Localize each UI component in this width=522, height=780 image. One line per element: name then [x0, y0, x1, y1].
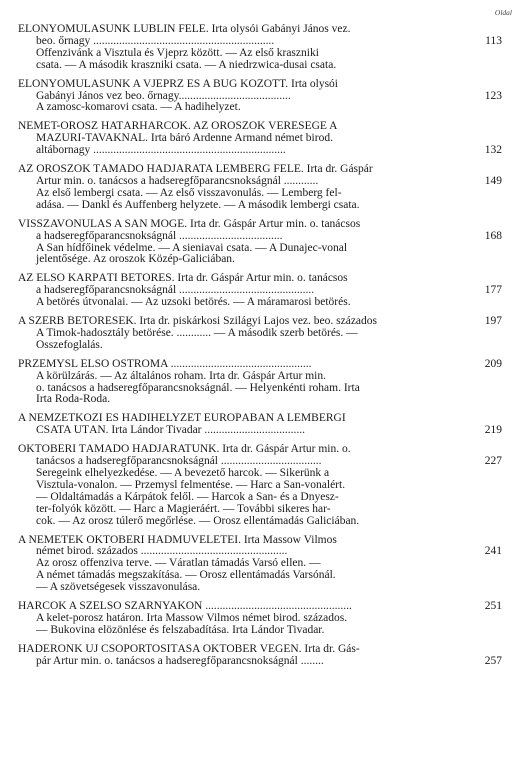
toc-line-text: HADERŐNK ÚJ CSOPORTOSÍTÁSA OKTÓBER VÉGÉN. Írta dr. Gás- [18, 643, 360, 655]
toc-line-text: OKTÓBERI TÁMADÓ HADJÁRATUNK. Írta dr. Gáspár Artur min. o. [18, 444, 351, 456]
toc-page-number: 177 [484, 285, 502, 297]
toc-line [18, 613, 502, 625]
toc-line [18, 79, 502, 91]
toc-line [18, 316, 502, 328]
toc-entry [18, 24, 502, 72]
toc-entry [18, 413, 502, 437]
toc-line-text: CSATA UTÁN. Írta Lándor Tivadar ................................... [36, 425, 305, 437]
toc-page-number: 209 [484, 358, 502, 370]
toc-line [18, 48, 502, 60]
toc-line [18, 413, 502, 425]
toc-page-number: 113 [485, 35, 502, 47]
toc-line [18, 36, 502, 48]
toc-line [18, 504, 502, 516]
toc-line [18, 394, 502, 406]
toc-line-text: A német támadás megszakítása. — Orosz ellentámadás Varsónál. [36, 570, 336, 582]
toc-line-text: pár Artur min. o. tanácsos a hadseregfőparancsnokságnál ........ [36, 655, 324, 667]
toc-page-number: 123 [484, 90, 502, 102]
toc-line-text: Visztula-vonalon. — Przemysl felmentése. — Harc a San-vonalért. [36, 479, 346, 491]
toc-line [18, 582, 502, 594]
toc-entry [18, 601, 502, 637]
toc-line-text: jelentősége. Az oroszok Közép-Galiciában. [36, 254, 235, 266]
toc-line [18, 516, 502, 528]
toc-entry [18, 316, 502, 352]
toc-line-text: a hadseregfőparancsnokságnál .................................... [36, 230, 283, 242]
toc-line [18, 480, 502, 492]
toc-line-text: A Timok-hadosztály betörése. ............ — A második szerb betörés. — [36, 327, 358, 339]
toc-line [18, 456, 502, 468]
toc-line [18, 231, 502, 243]
toc-line [18, 492, 502, 504]
toc-line [18, 164, 502, 176]
toc-line [18, 601, 502, 613]
toc-entry [18, 164, 502, 212]
toc-page-number: 251 [484, 601, 502, 613]
toc-line [18, 273, 502, 285]
toc-page-number: 241 [484, 546, 502, 558]
toc-line [18, 546, 502, 558]
toc-line [18, 254, 502, 266]
toc-line [18, 121, 502, 133]
toc-line [18, 535, 502, 547]
toc-line [18, 243, 502, 255]
toc-line-text: Seregeink elhelyezkedése. — A bevezető harcok. — Sikerünk a [36, 468, 330, 479]
toc-line [18, 625, 502, 637]
toc-line-text: PRZEMYSL ELSŐ OSTROMA ................................................. [18, 358, 312, 370]
toc-line-text: MAZURI-TAVAKNÁL. Írta báró Ardenne Armand német birod. [36, 133, 333, 145]
toc-line-text: o. tanácsos a hadseregfőparancsnokságnál. — Helyenkénti roham. Írta [36, 382, 360, 394]
toc-line [18, 359, 502, 371]
toc-line-text: AZ ELSŐ KÁRPÁTI BETÖRÉS. Írta dr. Gáspár Artur min. o. tanácsos [18, 273, 348, 285]
toc-line-text: A NÉMETEK OKTÓBERI HADMŰVELETEI. Írta Massow Vilmos [18, 534, 337, 546]
toc-line [18, 444, 502, 456]
toc-line-text: A San hídfőinek védelme. — A sieniavai csata. — A Dunajec-vonal [36, 242, 348, 254]
toc-line [18, 340, 502, 352]
toc-page-number: 149 [484, 175, 502, 187]
table-of-contents [18, 24, 502, 675]
toc-entry [18, 273, 502, 309]
toc-entry [18, 359, 502, 407]
toc-line [18, 188, 502, 200]
toc-line-text: A zamosc-komarovi csata. — A hadihelyzet. [36, 102, 241, 114]
toc-line-text: cok. — Az orosz túlerő megőrlése. — Orosz ellentámadás Galiciában. [36, 515, 360, 527]
toc-page-number: 257 [484, 655, 502, 667]
toc-line [18, 644, 502, 656]
toc-line [18, 219, 502, 231]
toc-line-text: VISSZAVONULÁS A SAN MÖGÉ. Írta dr. Gáspár Artur min. o. tanácsos [18, 218, 361, 230]
toc-line-text: tanácsos a hadseregfőparancsnokságnál ................................... [36, 456, 322, 468]
toc-line [18, 145, 502, 157]
toc-line [18, 285, 502, 297]
toc-line-text: NÉMET-OROSZ HATÁRHARCOK. AZ OROSZOK VERESÉGE A [18, 121, 338, 133]
toc-page-number: 227 [484, 456, 502, 468]
toc-line-text: Az orosz offenziva terve. — Váratlan támadás Varsó ellen. — [36, 558, 321, 570]
toc-line-text: Offenzivánk a Visztula és Vjeprz között. — Az első kraszniki [36, 47, 319, 59]
toc-line [18, 60, 502, 72]
toc-line [18, 468, 502, 480]
toc-line-text: — Oldaltámadás a Kárpátok felől. — Harcok a San- és a Dnyesz- [36, 491, 339, 503]
toc-line [18, 371, 502, 383]
toc-line-text: Gabányi János vez beo. őrnagy....................................... [36, 90, 291, 102]
toc-line-text: Artur min. o. tanácsos a hadseregfőparancsnokságnál ............ [36, 175, 319, 187]
toc-line-text: csata. — A második kraszniki csata. — A niedrzwica-dusai csata. [36, 59, 337, 71]
toc-line [18, 558, 502, 570]
toc-line [18, 176, 502, 188]
toc-line-text: A kelet-porosz határon. Írta Massow Vilmos német birod. százados. [36, 612, 348, 624]
toc-line [18, 425, 502, 437]
toc-line-text: ELŐNYOMULÁSUNK A VJEPRZ ÉS A BUG KÖZÖTT. Írta olysói [18, 78, 338, 90]
page-column-header: Oldal [494, 8, 512, 17]
toc-line-text: ter-folyók között. — Harc a Magieráért. — További sikeres har- [36, 503, 331, 515]
toc-line [18, 383, 502, 395]
toc-line [18, 102, 502, 114]
toc-line [18, 133, 502, 145]
toc-page-number: 219 [484, 425, 502, 437]
toc-line-text: A NEMZETKÖZI ÉS HADIHELYZET EURÓPÁBAN A LEMBERGI [18, 413, 346, 425]
toc-line [18, 656, 502, 668]
toc-line-text: beo. őrnagy ............................................................... [36, 35, 275, 47]
toc-line-text: A körülzárás. — Az általános roham. Írta dr. Gáspár Artur min. [36, 370, 326, 382]
toc-line-text: Összefoglalás. [36, 339, 103, 351]
toc-entry [18, 535, 502, 595]
toc-line [18, 200, 502, 212]
toc-page-number: 197 [484, 316, 502, 328]
toc-page-number: 168 [484, 230, 502, 242]
toc-line-text: altábornagy ................................................................... [36, 145, 286, 157]
toc-line-text: ELŐNYOMULÁSUNK LUBLIN FELÉ. Írta olysói Gabányi János vez. [18, 24, 351, 35]
toc-line [18, 91, 502, 103]
toc-entry [18, 79, 502, 115]
toc-line-text: A SZERB BETÖRÉSEK. Írta dr. piskárkosi Szilágyi Lajos vez. beo. százados [18, 316, 377, 328]
toc-entry [18, 121, 502, 157]
toc-entry [18, 219, 502, 267]
toc-entry [18, 644, 502, 668]
toc-line-text: — A szövetségesek visszavonulása. [36, 582, 201, 594]
toc-line-text: német birod. százados ................................................... [36, 546, 288, 558]
toc-page-number: 132 [484, 145, 502, 157]
toc-line [18, 297, 502, 309]
toc-line-text: AZ OROSZOK TÁMADÓ HADJÁRATA LEMBERG FELÉ. Írta dr. Gáspár [18, 164, 373, 176]
toc-line-text: adása. — Dankl és Auffenberg helyzete. — A második lembergi csata. [36, 199, 360, 211]
toc-line [18, 328, 502, 340]
toc-line [18, 570, 502, 582]
toc-entry [18, 444, 502, 527]
toc-line-text: Írta Roda-Roda. [36, 394, 111, 406]
toc-line-text: a hadseregfőparancsnokságnál ............................................... [36, 285, 315, 297]
toc-line-text: A betörés útvonalai. — Az uzsoki betörés. — A máramarosi betörés. [36, 297, 351, 309]
toc-line-text: Az első lembergi csata. — Az első visszavonulás. — Lemberg fel- [36, 187, 342, 199]
toc-line [18, 24, 502, 36]
toc-line-text: — Bukovina elözönlése és felszabadítása. Írta Lándor Tivadar. [36, 624, 325, 636]
toc-line-text: HARCOK A SZÉLSŐ SZÁRNYAKON ................................................... [18, 601, 352, 613]
